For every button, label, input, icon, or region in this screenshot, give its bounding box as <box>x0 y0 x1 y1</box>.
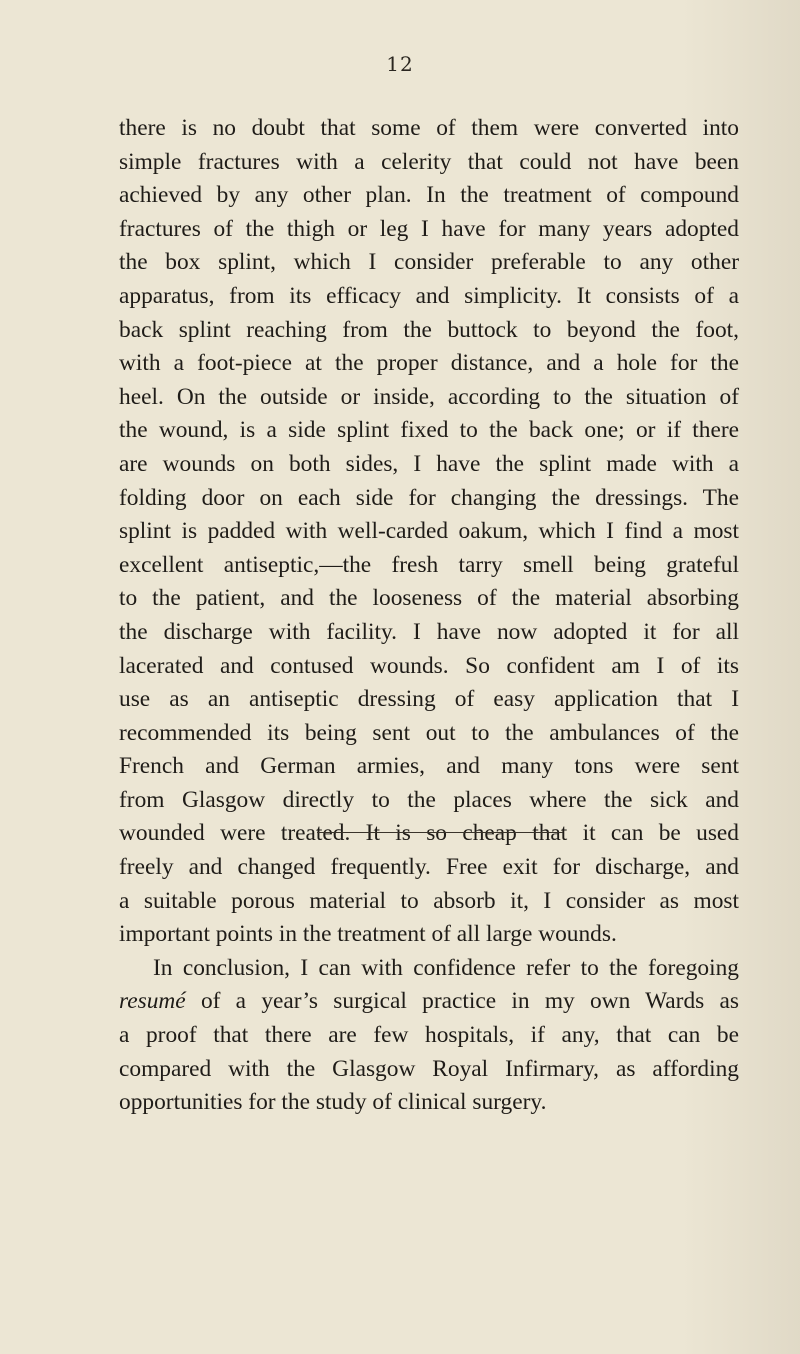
conclusion-line <box>119 985 739 1019</box>
text-line: to the patient, and the looseness of the material absorbing <box>119 585 739 612</box>
text-line: back splint reaching from the buttock to beyond the foot, <box>119 316 739 343</box>
text-line: achieved by any other plan. In the treatment of compound <box>119 182 739 209</box>
conclusion-line: opportunities for the study of clinical surgery. <box>119 1089 547 1116</box>
text-line: French and German armies, and many tons were sent <box>119 753 739 780</box>
text-line: the box splint, which I consider preferable to any other <box>119 249 739 276</box>
text-line: recommended its being sent out to the ambulances of the <box>119 719 739 746</box>
text-line: important points in the treatment of all large wounds. <box>119 921 617 948</box>
conclusion-line-rest: of a year’s surgical practice in my own Wards as <box>185 988 739 1015</box>
text-line: simple fractures with a celerity that could not have been <box>119 148 739 175</box>
text-line: from Glasgow directly to the places where the sick and <box>119 786 739 813</box>
text-line: the discharge with facility. I have now adopted it for all <box>119 618 739 645</box>
text-line: use as an antiseptic dressing of easy application that I <box>119 686 739 713</box>
section-end-rule <box>317 832 563 833</box>
text-line: a suitable porous material to absorb it, I consider as most <box>119 887 739 914</box>
conclusion-line: compared with the Glasgow Royal Infirmary, as affording <box>119 1055 739 1082</box>
text-line: apparatus, from its efficacy and simplicity. It consists of a <box>119 282 739 309</box>
body-text <box>119 112 739 1120</box>
text-line: are wounds on both sides, I have the splint made with a <box>119 450 739 477</box>
italic-word: resumé <box>119 988 186 1015</box>
text-line: there is no doubt that some of them were converted into <box>119 115 739 141</box>
conclusion-line: a proof that there are few hospitals, if any, that can be <box>119 1022 739 1049</box>
text-line: wounded were treated. It is so cheap that it can be used <box>119 820 739 847</box>
text-line: excellent antiseptic,—the fresh tarry smell being grateful <box>119 551 739 578</box>
text-line: splint is padded with well-carded oakum, which I find a most <box>119 518 739 545</box>
page-number: 12 <box>386 52 414 76</box>
text-line: fractures of the thigh or leg I have for many years adopted <box>119 215 739 242</box>
text-line: folding door on each side for changing the dressings. The <box>119 484 739 511</box>
conclusion-line: In conclusion, I can with confidence refer to the foregoing <box>153 954 739 981</box>
text-line: heel. On the outside or inside, according to the situation of <box>119 383 739 410</box>
text-line: with a foot-piece at the proper distance, and a hole for the <box>119 350 739 377</box>
text-line: freely and changed frequently. Free exit for discharge, and <box>119 854 739 881</box>
text-line: lacerated and contused wounds. So confident am I of its <box>119 652 739 679</box>
text-line: the wound, is a side splint fixed to the back one; or if there <box>119 417 739 444</box>
